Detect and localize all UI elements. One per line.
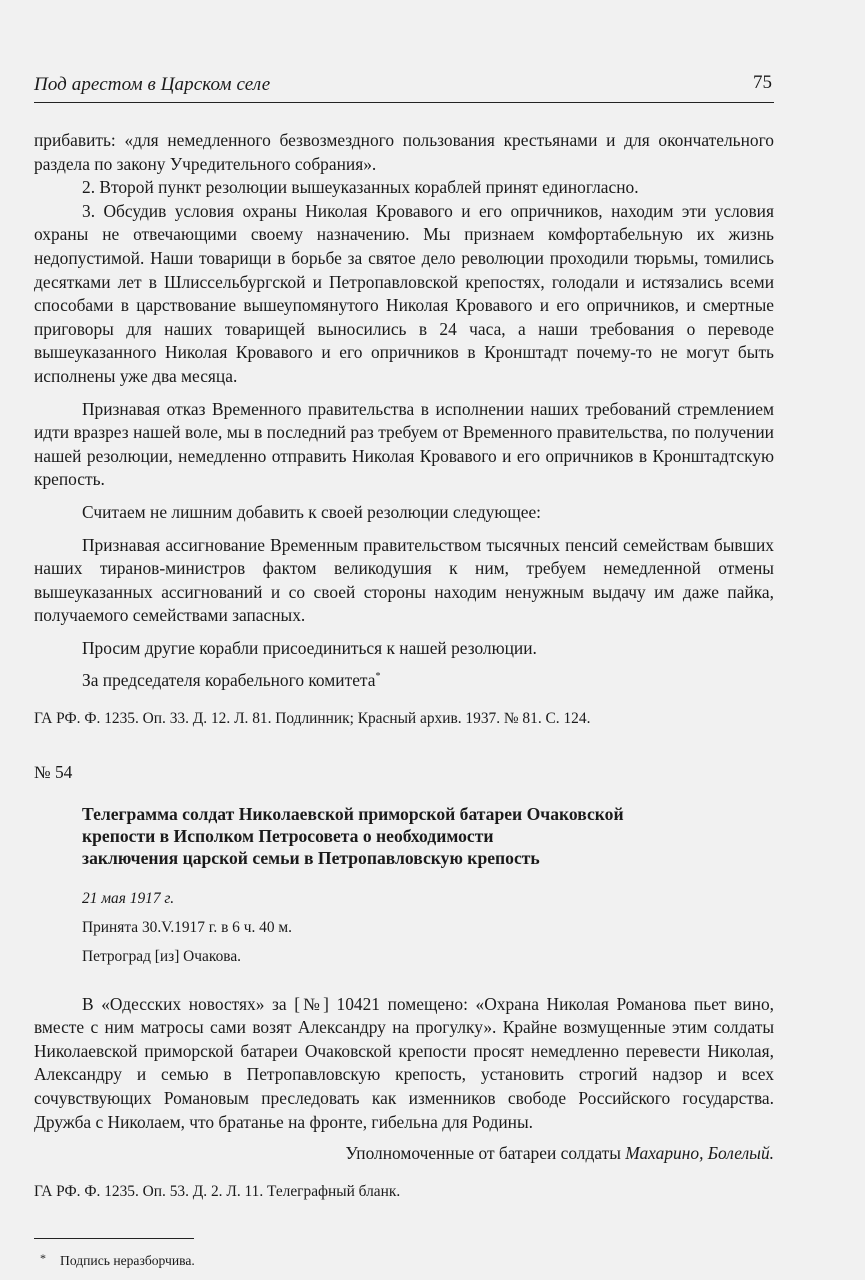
footnote [40,1249,774,1273]
document-title [82,803,722,869]
received-note: Принята 30.V.1917 г. в 6 ч. 40 м. [82,918,292,936]
paragraph: 2. Второй пункт резолюции вышеуказанных кораблей принят единогласно. [82,177,639,198]
signature [34,1142,774,1166]
paragraph: прибавить: «для немедленного безвозмездного пользования крестьянами и для окончательного раздела по закону Учредительного собрания». [34,130,774,174]
route-note: Петроград [из] Очакова. [82,947,242,965]
signoff-text: За председателя корабельного комитета [82,670,376,691]
signature-names: Махарино, Болелый. [625,1143,774,1164]
paragraph: 3. Обсудив условия охраны Николая Кровавого и его опричников, находим эти условия охраны не отвечающими своему назначению. Мы признаем комфортабельную их жизнь недопустимой. Наши товарищи в борьбе за святое дело революции проходили тюрьмы, томились десятками лет в Шлиссельбургской и Петропавловской крепостях, голодали и истязались всеми способами в царствование вышеупомянутого Николая Кровавого и его опричников, и смертные приговоры для наших товарищей выносились в 24 часа, а наши требования о переводе вышеуказанного Николая Кровавого и его опричников в Кронштадт почему-то не могут быть исполнены уже два месяца. [34,200,774,386]
footnote-divider [34,1238,194,1239]
signature-prefix: Уполномоченные от батареи солдаты [345,1143,626,1164]
signoff [34,669,774,693]
running-header [34,72,774,103]
archival-source: ГА РФ. Ф. 1235. Оп. 53. Д. 2. Л. 11. Телеграфный бланк. [34,1182,401,1200]
running-title: Под арестом в Царском селе [34,74,271,95]
paragraph: Просим другие корабли присоединиться к нашей резолюции. [82,637,537,658]
footnote-text: Подпись неразборчива. [60,1252,195,1268]
footnote-mark: * [40,1250,46,1265]
footnote-reference: * [375,671,381,683]
telegram-text: В «Одесских новостях» за [№] 10421 помещено: «Охрана Николая Романова пьет вино, вместе с ним матросы сами возят Александру на прогулку». Крайне возмущенные этим солдаты Николаевской приморской батареи Очаковской крепости просят немедленно перевести Николая, Александру и семью в Петропавловскую крепость, установить строгий надзор и всех сочувствующих Романовым преследовать как изменников свободе Российского государства. Дружба с Николаем, что братанье на фронте, гибельна для Родины. [34,993,774,1132]
document-date: 21 мая 1917 г. [82,889,175,907]
document-title-line: заключения царской семьи в Петропавловскую крепость [82,847,540,868]
paragraph: Признавая ассигнование Временным правительством тысячных пенсий семействам бывших наших тиранов-министров фактом великодушия к ним, требуем немедленной отмены вышеуказанных ассигнований и со своей стороны находим ненужным выдачу им даже пайка, получаемого семействами запасных. [34,534,774,626]
page-body [34,129,774,1272]
document-title-line: Телеграмма солдат Николаевской приморской батареи Очаковской [82,803,624,824]
page-number: 75 [753,72,772,93]
paragraph: Считаем не лишним добавить к своей резолюции следующее: [82,501,542,522]
archival-source: ГА РФ. Ф. 1235. Оп. 33. Д. 12. Л. 81. Подлинник; Красный архив. 1937. № 81. С. 124. [34,710,591,728]
paragraph: Признавая отказ Временного правительства в исполнении наших требований стремлением идти вразрез нашей воле, мы в последний раз требуем от Временного правительства, по получении нашей резолюции, немедленно отправить Николая Кровавого и его опричников в Кронштадтскую крепость. [34,398,774,490]
document-title-line: крепости в Исполком Петросовета о необходимости [82,825,494,846]
document-number: № 54 [34,762,73,783]
